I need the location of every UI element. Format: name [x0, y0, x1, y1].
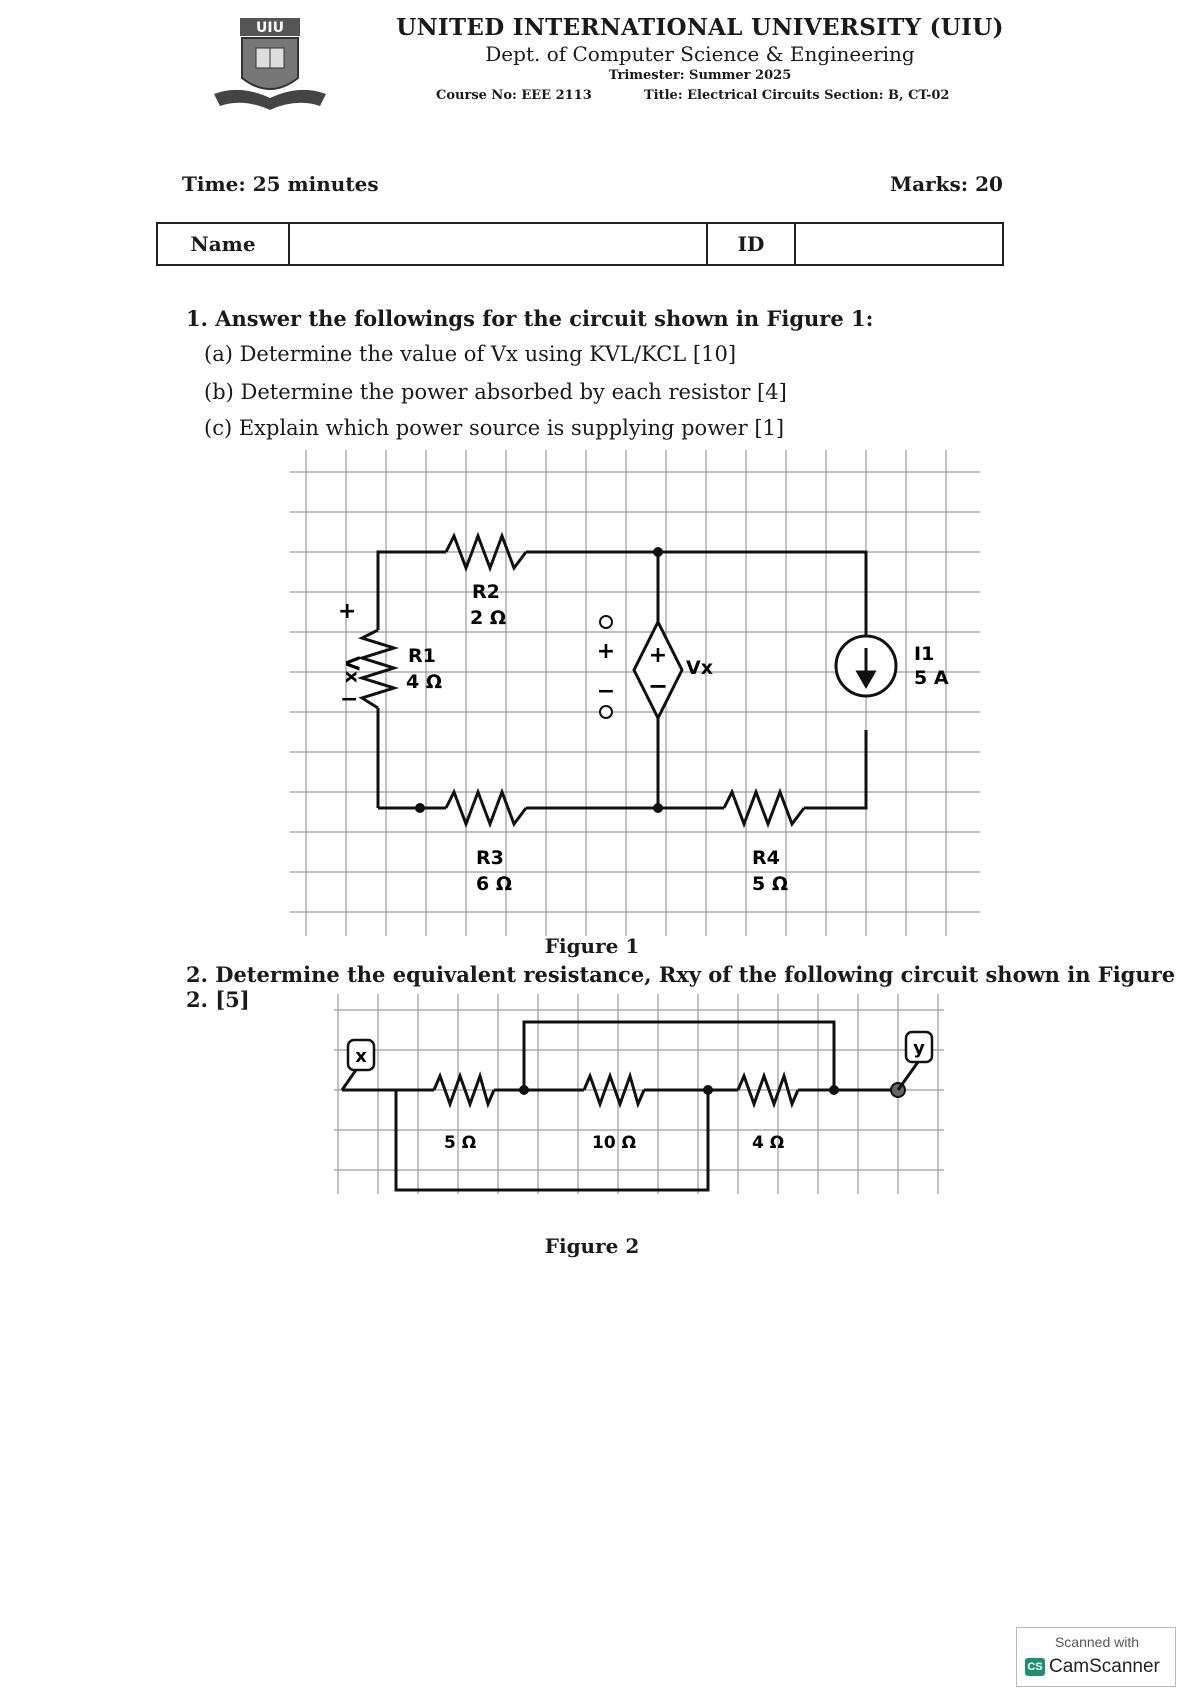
name-field[interactable] [290, 224, 708, 264]
grid-background [334, 994, 944, 1194]
label-10-ohm: 10 Ω [592, 1133, 637, 1153]
logo-text: UIU [256, 20, 284, 36]
name-label: Name [158, 224, 290, 264]
id-field[interactable] [796, 224, 1002, 264]
dep-source-minus: − [647, 672, 669, 700]
exam-marks: Marks: 20 [890, 172, 1003, 196]
university-name: UNITED INTERNATIONAL UNIVERSITY (UIU) [396, 14, 1004, 41]
camscanner-icon: CS [1025, 1658, 1045, 1676]
svg-text:x: x [355, 1046, 367, 1067]
id-label: ID [708, 224, 796, 264]
r4-name: R4 [752, 847, 780, 869]
vx-side-label: Vx [341, 656, 363, 683]
vx-plus: + [338, 599, 357, 624]
figure-2-caption: Figure 2 [544, 1234, 640, 1258]
svg-text:+: + [596, 639, 616, 664]
label-5-ohm: 5 Ω [444, 1133, 477, 1153]
r3-name: R3 [476, 847, 504, 869]
resistor-r1 [362, 630, 394, 708]
r2-name: R2 [472, 581, 500, 603]
question-1a: (a) Determine the value of Vx using KVL/KCL [10] [204, 342, 737, 366]
scanned-with-text: Scanned with [1054, 1634, 1140, 1650]
r3-value: 6 Ω [476, 873, 512, 895]
camscanner-watermark [1016, 1627, 1176, 1687]
camscanner-brand [1025, 1656, 1160, 1678]
question-1c: (c) Explain which power source is supplying power [1] [204, 416, 785, 440]
r1-name: R1 [408, 645, 436, 667]
name-id-table [156, 222, 1004, 266]
camscanner-name: CamScanner [1049, 1656, 1160, 1677]
i1-value: 5 A [914, 667, 949, 689]
node-x-tag [342, 1040, 374, 1090]
resistor-r3 [446, 792, 526, 824]
r4-value: 5 Ω [752, 873, 788, 895]
exam-time: Time: 25 minutes [182, 172, 379, 196]
dependent-voltage-source [634, 622, 682, 718]
dep-source-plus: + [648, 643, 668, 668]
resistor-r4 [724, 792, 804, 824]
dep-source-label: Vx [686, 657, 713, 679]
i1-name: I1 [914, 643, 935, 665]
department-name: Dept. of Computer Science & Engineering [485, 42, 915, 66]
course-title-section: Title: Electrical Circuits Section: B, CT-02 [644, 88, 950, 103]
r2-value: 2 Ω [470, 607, 506, 629]
question-2: 2. Determine the equivalent resistance, Rxy of the following circuit shown in Figure 2. [5] [186, 962, 1176, 1012]
figure-1-circuit [290, 450, 980, 936]
node-y-tag [898, 1032, 932, 1090]
vx-minus: − [340, 687, 359, 712]
trimester: Trimester: Summer 2025 [608, 68, 792, 83]
circuit-wires [378, 552, 866, 808]
svg-text:y: y [913, 1038, 925, 1059]
r1-value: 4 Ω [406, 671, 442, 693]
course-number: Course No: EEE 2113 [436, 88, 592, 103]
figure-1-caption: Figure 1 [544, 934, 640, 958]
figure-2-circuit [334, 994, 944, 1214]
svg-text:−: − [596, 679, 616, 704]
vx-terminal-symbol [597, 616, 615, 718]
label-4-ohm: 4 Ω [752, 1133, 785, 1153]
question-1b: (b) Determine the power absorbed by each resistor [4] [204, 380, 787, 404]
question-1: 1. Answer the followings for the circuit shown in Figure 1: [186, 306, 874, 331]
